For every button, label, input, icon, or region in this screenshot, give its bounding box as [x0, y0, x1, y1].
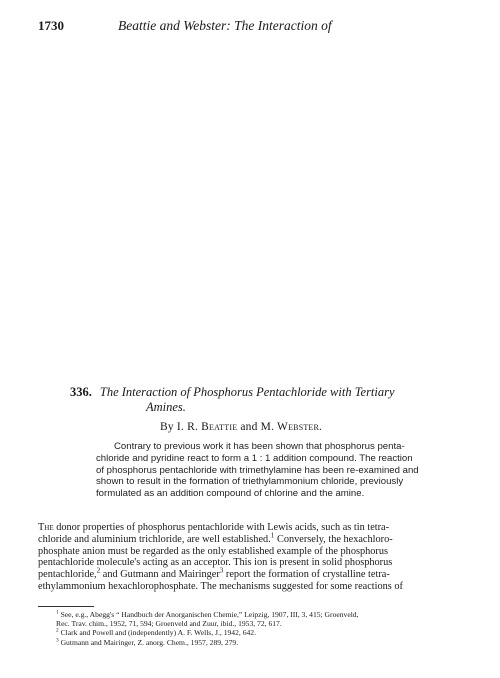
author-1: I. R. Beattie [176, 421, 238, 433]
byline [160, 421, 322, 433]
body-line-4: pentachloride molecule's acting as an acceptor. This ion is present in solid phosphorus [38, 557, 393, 569]
footnote-1: $^1$ See, e.g., Abegg's “ Handbuch der Anorganischen Chemie,” Leipzig, 1907, III, 3, 415; Groenveld, [56, 609, 359, 619]
body-line-6: ethylammonium hexachlorophosphate. The mechanisms suggested for some reactions of [38, 580, 403, 592]
page-header [38, 18, 478, 38]
abstract-line-4: shown to result in the formation of triethylammonium chloride, previously [96, 476, 404, 488]
body-line-5: pentachloride,$^2$ and Gutmann and Mairinger$^3$ report the formation of crystalline tetra- [38, 566, 390, 581]
page-number: 1730 [38, 18, 64, 33]
title-line-2: Amines. [146, 400, 186, 414]
title-text-1: The Interaction of Phosphorus Pentachloride with Tertiary [99, 385, 395, 399]
footnote-1-cont: Rec. Trav. chim., 1952, 71, 594; Groenveld and Zuur, ibid., 1953, 72, 617. [56, 619, 282, 629]
body-line-3: phosphate anion must be regarded as the only established example of the phosphorus [38, 545, 389, 557]
footnote-ref-1: 1 [270, 531, 275, 540]
byline-and: and [240, 421, 258, 433]
abstract-line-2: chloride and pyridine react to form a 1 : 1 addition compound. The reaction [96, 452, 413, 464]
footnote-3: $^3$ Gutmann and Mairinger, Z. anorg. Chem., 1957, 289, 279. [56, 637, 239, 647]
abstract [96, 441, 438, 500]
footnote-2: $^2$ Clark and Powell and (independently) A. F. Wells, J., 1942, 642. [56, 627, 256, 638]
footnotes [38, 610, 478, 647]
byline-by: By [160, 421, 174, 433]
abstract-line-3: of phosphorus pentachloride with trimethylamine has been re-examined and [96, 464, 419, 476]
lead-caps: The [38, 522, 54, 533]
body-line-1: The donor properties of phosphorus pentachloride with Lewis acids, such as tin tetra- [38, 522, 390, 533]
body-line-2: chloride and aluminium trichloride, are well established.$^1$ Conversely, the hexachloro- [38, 531, 393, 545]
body-text [38, 522, 478, 593]
footnote-ref-3: 3 [219, 566, 224, 575]
author-2: M. Webster. [260, 421, 323, 433]
abstract-line-5: formulated as an addition compound of chlorine and the amine. [96, 488, 365, 500]
footnote-divider [38, 606, 94, 607]
title-line-1 [70, 385, 470, 400]
article-number: 336. [70, 385, 92, 399]
abstract-line-1: Contrary to previous work it has been shown that phosphorus penta- [114, 441, 405, 452]
running-head: Beattie and Webster: The Interaction of [118, 18, 332, 33]
footnote-ref-2: 2 [96, 566, 101, 575]
article-title [70, 385, 470, 415]
